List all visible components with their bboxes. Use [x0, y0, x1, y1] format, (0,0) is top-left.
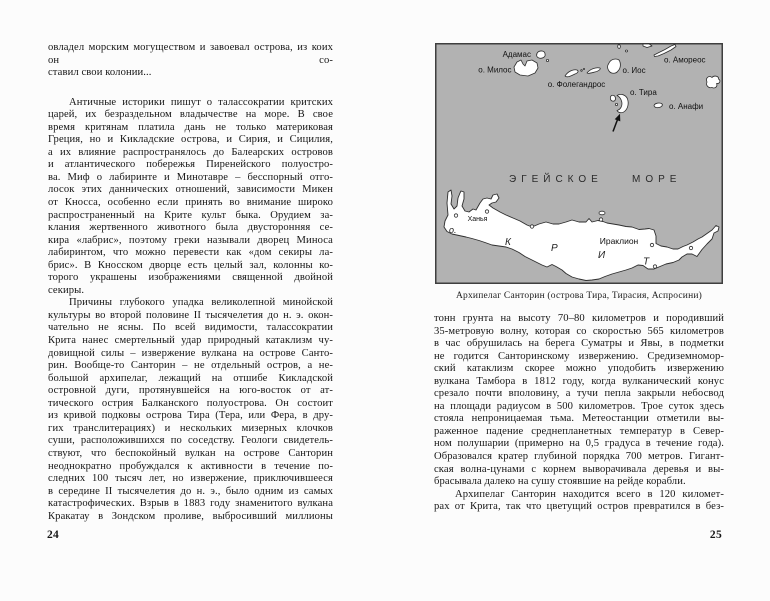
- text-line: лабиринтом, что можно перевести как «дом секиры ла-: [48, 247, 333, 259]
- label-amorgos: о. Амореос: [664, 55, 706, 65]
- label-ios: о. Иос: [622, 66, 646, 75]
- text-line: 35-метровую волну, которая со скоростью 565 километров: [434, 325, 724, 337]
- paragraph: [48, 42, 333, 80]
- islet-dot: [581, 70, 583, 72]
- right-page: [434, 43, 724, 514]
- text-line: гих транслитерациях) и нескольких мизерных клочков: [48, 422, 333, 434]
- label-anafi: о. Анафи: [669, 102, 704, 111]
- label-crete-i: И: [598, 250, 606, 261]
- text-line: овладел морским могуществом и завоевал острова, из коих он со-: [48, 42, 333, 66]
- paragraph: [48, 97, 333, 298]
- text-line: из кривой подковы острова Тира (Тера, или Фера, в дру-: [48, 410, 333, 422]
- islet-north-shape: [618, 45, 621, 49]
- text-line: ствуют, что беспокойный вулкан на острове Санторин: [48, 447, 333, 459]
- label-aegean-sea-1: ЭГЕЙСКОЕ: [509, 174, 603, 185]
- label-aegean-sea-2: МОРЕ: [632, 174, 682, 185]
- text-line: ский катаклизм скорее можно уподобить извержению: [434, 363, 724, 375]
- island-anafi-shape: [654, 103, 662, 108]
- label-chania: Ханья: [467, 216, 488, 223]
- text-line: и атлантического побережья Пиренейского полуостро-: [48, 159, 333, 171]
- right-page-body: [434, 313, 724, 514]
- map-figure: [434, 43, 724, 301]
- label-crete-r: Р: [551, 243, 558, 254]
- label-crete-t: Т: [643, 256, 650, 268]
- text-line: Греция, но и Кикладские острова, и Сирия, и Сицилия,: [48, 134, 333, 146]
- aegean-map: [435, 43, 724, 284]
- paragraph: [434, 489, 724, 514]
- text-line: неоднократно пробуждался к активности в течение по-: [48, 460, 333, 472]
- label-folegandros: о. Фолегандрос: [547, 80, 606, 89]
- island-therasia-shape: [610, 95, 615, 101]
- island-aspronisi-dot: [615, 103, 617, 105]
- islet-dot: [626, 50, 628, 52]
- text-line: стояла непроницаемая тьма. Метеостанции отметили вы-: [434, 413, 724, 425]
- label-thira: о. Тира: [630, 88, 657, 97]
- text-line: лосок этих даннических отношений, зависимости Микен: [48, 184, 333, 196]
- text-line: не годится Санторинскому извержению. Средиземномор-: [434, 350, 724, 362]
- text-line: островной дуги, протянувшейся на юго-восток от ат-: [48, 385, 333, 397]
- text-line: ва. Миф о лабиринте и Минотавре – бесспорный отго-: [48, 171, 333, 183]
- text-line: довищной силы – извержение вулкана на острове Санто-: [48, 347, 333, 359]
- text-line: клания жертвенного животного была двусторонняя се-: [48, 222, 333, 234]
- text-line: следних 100 тысяч лет, но извержение, приключившееся: [48, 473, 333, 485]
- text-line: в час обрушилась на берега Суматры и Явы, в подметки: [434, 338, 724, 350]
- text-line: Античные историки пишут о талассократии критских: [69, 96, 333, 108]
- text-line: Кракатау в Зондском проливе, выбросивший миллионы: [48, 510, 333, 522]
- label-crete-k: К: [505, 237, 511, 248]
- text-line: кира «лабрис», поэтому греки называли дворец Миноса: [48, 234, 333, 246]
- text-line: царей, их безраздельном владычестве на море. В свое: [48, 109, 333, 121]
- text-line: срезало почти вполовину, а тучи пепла закрыли небосвод: [434, 388, 724, 400]
- text-line: большой архипелаг, лежащий на отшибе Кикладской: [48, 372, 333, 384]
- text-line: Архипелаг Санторин находится всего в 120 километ-: [455, 488, 724, 500]
- text-line: время критянам платила дань не только материковая: [48, 121, 333, 133]
- island-adamas-shape: [537, 51, 546, 58]
- text-line: Образовался кратер глубиной порядка 700 метров. Гигант-: [434, 451, 724, 463]
- text-line: ставил свои колонии...: [48, 67, 152, 79]
- text-line: распространенный на Крите культ быка. Орудием за-: [48, 209, 333, 221]
- label-crete-o: о.: [449, 225, 457, 235]
- paragraph: [48, 297, 333, 523]
- text-line: от Кносса, особенно если принять во внимание широко: [48, 197, 333, 209]
- left-page-body: [48, 42, 333, 523]
- text-line: вулкана Тамбора в 1812 году, когда вулканический конус: [434, 375, 724, 387]
- label-adamas: Адамас: [502, 50, 531, 59]
- text-line: в середине II тысячелетия до н. э., было одним из самых: [48, 485, 333, 497]
- text-line: тического острия Балканского полуострова. Он состоит: [48, 397, 333, 409]
- text-line: культуры во второй половине II тысячелетия до н. э. окон-: [48, 309, 333, 321]
- page-number-right: 25: [709, 529, 722, 541]
- island-dia-shape: [599, 211, 605, 215]
- page-number-left: 24: [47, 529, 60, 541]
- text-line: тонн грунта на высоту 70–80 километров и породивший: [434, 313, 724, 324]
- text-line: торого украшены изображениями священной двойной: [48, 272, 333, 284]
- text-line: брис». В Кносском дворце есть целый зал, колонны ко-: [48, 259, 333, 271]
- text-line: секиры.: [48, 284, 85, 296]
- text-line: раженное падение среднепланетных температур в Север-: [434, 425, 724, 437]
- text-line: рин. Вообще-то Санторин – не отдельный остров, а не-: [48, 360, 333, 372]
- text-line: чательно не ясны. По всей видимости, талассократии: [48, 322, 333, 334]
- text-line: суши, расположившихся по соседству. Геологи свидетель-: [48, 435, 333, 447]
- text-line: катастрофических. Взрыв в 1883 году знаменитого вулкана: [48, 498, 333, 510]
- islet-dot: [546, 59, 548, 61]
- label-iraklion: Ираклион: [599, 236, 639, 246]
- text-line: брасывала далеко на сушу стоявшие на рейде корабли.: [434, 476, 686, 488]
- text-line: ном полушарии (примерно на 0,5 градуса в течение года).: [434, 438, 724, 450]
- left-page: [48, 42, 333, 523]
- text-line: Крита нанес смертельный удар природный катаклизм чу-: [48, 335, 333, 347]
- text-line: Причины глубокого упадка великолепной минойской: [69, 297, 333, 309]
- text-line: рах от Крита, так что цветущий остров превратился в без-: [434, 501, 724, 513]
- islet-dot: [583, 68, 584, 69]
- text-line: ская волна-цунами с корнем выворачивала деревья и вы-: [434, 463, 724, 475]
- label-milos: о. Милос: [478, 65, 512, 75]
- paragraph: [434, 313, 724, 489]
- text-line: на площади радиусом в 500 километров. Трое суток здесь: [434, 400, 724, 412]
- map-caption: Архипелаг Санторин (острова Тира, Тирасия, Аспросини): [455, 291, 703, 301]
- text-line: а их влияние распространялось до Балеарских островов: [48, 146, 333, 158]
